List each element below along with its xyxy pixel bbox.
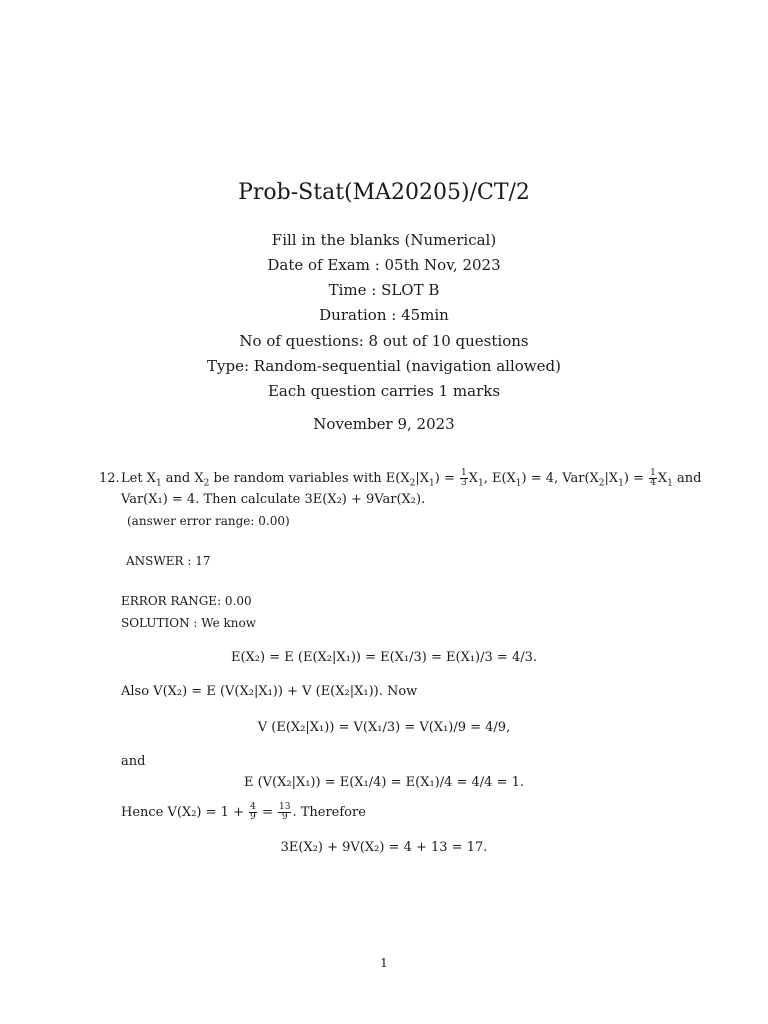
question-text: ) = 4, Var(X — [521, 471, 599, 486]
header-line-marks: Each question carries 1 marks — [267, 382, 501, 400]
question-text: |X — [604, 471, 619, 486]
connector-and: and — [121, 754, 146, 769]
question-text: be random variables with E(X — [209, 471, 410, 486]
question-text: and X — [161, 471, 204, 486]
fraction-denominator: 4 — [650, 478, 656, 488]
question-text: |X — [415, 471, 429, 486]
document-date: November 9, 2023 — [313, 415, 455, 433]
variance-decomposition-line: Also V(X₂) = E (V(X₂|X₁)) + V (E(X₂|X₁)). Now — [121, 684, 418, 699]
fraction-one-quarter — [649, 469, 657, 488]
question-text: ) = — [623, 471, 649, 486]
hence-text: . Therefore — [292, 805, 366, 820]
fraction-four-ninths — [249, 803, 257, 822]
equation-mean-of-variance: E (V(X₂|X₁)) = E(X₁/4) = E(X₁)/4 = 4/4 = 1. — [243, 775, 525, 790]
hence-line — [121, 803, 366, 822]
solution-intro: SOLUTION : We know — [121, 616, 257, 630]
answer-value: ANSWER : 17 — [126, 554, 211, 568]
subscript: 2 — [203, 478, 210, 489]
fraction-numerator: 4 — [250, 802, 256, 812]
question-text: Let X — [121, 471, 156, 486]
subscript: 1 — [155, 478, 162, 489]
fraction-denominator: 9 — [281, 812, 288, 822]
question-text: and — [672, 471, 702, 486]
equation-expectation: E(X₂) = E (E(X₂|X₁)) = E(X₁/3) = E(X₁)/3 = 4/3. — [231, 650, 537, 665]
answer-error-note: (answer error range: 0.00) — [127, 514, 290, 528]
fraction-thirteen-ninths — [278, 803, 291, 822]
header-line-exam-date: Date of Exam : 05th Nov, 2023 — [267, 256, 501, 274]
question-text: X — [468, 471, 478, 486]
fraction-denominator: 3 — [460, 478, 467, 488]
hence-text: Hence V(X₂) = 1 + — [121, 805, 249, 820]
page-number: 1 — [380, 956, 388, 970]
question-text: ) = — [434, 471, 459, 486]
header-line-navigation-type: Type: Random-sequential (navigation allowed) — [207, 357, 561, 375]
subscript: 1 — [618, 478, 624, 489]
question-text-line2: Var(X₁) = 4. Then calculate 3E(X₂) + 9Var(X₂). — [121, 492, 426, 507]
equation-variance-of-mean: V (E(X₂|X₁)) = V(X₁/3) = V(X₁)/9 = 4/9, — [257, 720, 511, 735]
header-line-type: Fill in the blanks (Numerical) — [271, 231, 497, 249]
document-title: Prob-Stat(MA20205)/CT/2 — [238, 180, 530, 205]
header-line-question-count: No of questions: 8 out of 10 questions — [239, 332, 529, 350]
error-range: ERROR RANGE: 0.00 — [121, 594, 252, 608]
header-line-duration: Duration : 45min — [319, 306, 449, 324]
subscript: 1 — [667, 478, 673, 489]
fraction-numerator: 1 — [460, 468, 467, 478]
hence-text: = — [257, 805, 277, 820]
question-text: X — [657, 471, 668, 486]
subscript: 2 — [409, 478, 416, 489]
fraction-numerator: 13 — [279, 802, 291, 812]
fraction-denominator: 9 — [250, 812, 256, 822]
subscript: 2 — [598, 478, 605, 489]
fraction-one-third — [460, 469, 468, 488]
subscript: 1 — [515, 478, 522, 489]
subscript: 1 — [429, 478, 435, 489]
header-line-time: Time : SLOT B — [328, 281, 440, 299]
question-text: , E(X — [483, 471, 516, 486]
question-text-line1 — [121, 468, 702, 489]
question-number: 12. — [99, 471, 120, 486]
fraction-numerator: 1 — [650, 468, 656, 478]
equation-final-result: 3E(X₂) + 9V(X₂) = 4 + 13 = 17. — [280, 840, 488, 855]
subscript: 1 — [477, 478, 484, 489]
